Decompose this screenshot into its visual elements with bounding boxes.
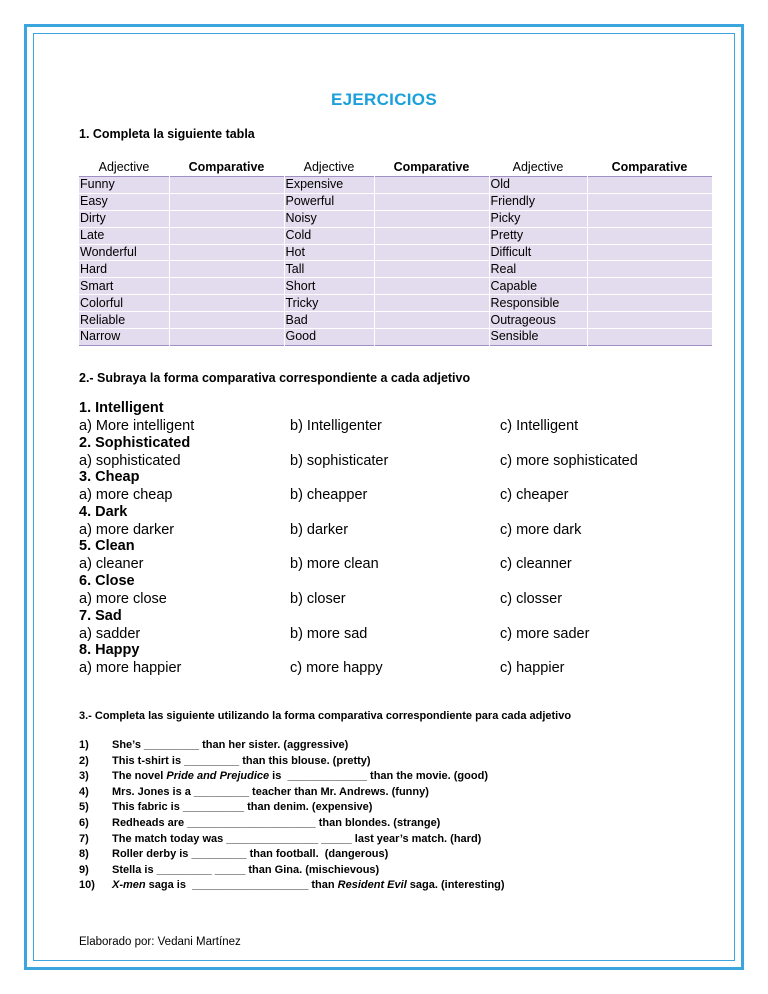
section-2-heading: 2.- Subraya la forma comparativa correspondiente a cada adjetivo: [79, 371, 471, 385]
comparative-answer-cell[interactable]: [169, 210, 284, 227]
sentence-number: 9): [79, 863, 89, 876]
comparative-answer-cell[interactable]: [374, 210, 489, 227]
adjective-table: [79, 158, 713, 346]
table-row: [79, 210, 712, 227]
table-header-row: [79, 158, 712, 177]
adjective-cell: Good: [285, 329, 317, 344]
question-title: 4. Dark: [79, 503, 128, 520]
option-a[interactable]: a) More intelligent: [79, 418, 195, 434]
question-title: 2. Sophisticated: [79, 434, 191, 451]
sentence-text: [112, 739, 348, 751]
sentence-text: [112, 786, 429, 798]
comparative-answer-cell[interactable]: [169, 227, 284, 244]
adjective-cell: Pretty: [490, 228, 524, 243]
option-c[interactable]: c) happier: [500, 660, 565, 677]
sentence-before: The novel: [112, 770, 167, 783]
adjective-cell: Cold: [285, 228, 312, 243]
comparative-answer-cell[interactable]: [169, 261, 284, 278]
header-comparative: Comparative: [188, 160, 265, 174]
adjective-cell: Tricky: [285, 295, 319, 310]
sentence-before: This fabric is __________ than denim. (expensive): [112, 801, 373, 814]
comparative-answer-cell[interactable]: [169, 177, 284, 194]
question-title: 6. Close: [79, 573, 135, 589]
option-b[interactable]: b) Intelligenter: [290, 418, 382, 434]
question-title: 8. Happy: [79, 642, 140, 659]
adjective-cell: Capable: [490, 278, 538, 293]
option-b[interactable]: b) sophisticater: [290, 452, 389, 469]
comparative-answer-cell[interactable]: [587, 295, 712, 312]
option-a[interactable]: a) cleaner: [79, 556, 144, 573]
adjective-cell: Tall: [285, 261, 305, 276]
option-b[interactable]: b) cheapper: [290, 487, 368, 504]
sentence-number: 6): [79, 817, 89, 829]
adjective-cell: Late: [80, 228, 105, 243]
option-a[interactable]: a) more cheap: [79, 487, 173, 504]
comparative-answer-cell[interactable]: [169, 329, 284, 346]
comparative-answer-cell[interactable]: [587, 227, 712, 244]
table-row: [79, 312, 712, 329]
table-row: [79, 261, 712, 278]
adjective-cell: Difficult: [490, 245, 532, 259]
header-comparative: Comparative: [611, 160, 688, 174]
comparative-answer-cell[interactable]: [587, 278, 712, 295]
table-row: [79, 193, 712, 210]
sentence-number: 5): [79, 801, 89, 814]
comparative-answer-cell[interactable]: [587, 177, 712, 194]
adjective-cell: Reliable: [80, 312, 126, 327]
adjective-cell: Hard: [80, 261, 108, 276]
option-c[interactable]: c) closser: [500, 591, 563, 607]
sentence-text: [112, 848, 388, 860]
comparative-answer-cell[interactable]: [587, 261, 712, 278]
sentence-text: [112, 833, 481, 845]
comparative-answer-cell[interactable]: [587, 312, 712, 329]
question-title: 1. Intelligent: [79, 400, 164, 416]
option-c[interactable]: c) cheaper: [500, 487, 569, 504]
sentence-before: This t-shirt is _________ than this blouse. (pretty): [112, 754, 371, 767]
sentence-number: 8): [79, 848, 89, 861]
adjective-cell: Powerful: [285, 194, 335, 209]
adjective-cell: Real: [490, 261, 517, 276]
option-a[interactable]: a) sophisticated: [79, 452, 181, 469]
sentence-before: Mrs. Jones is a _________ teacher than Mr. Andrews. (funny): [112, 785, 429, 798]
comparative-answer-cell[interactable]: [374, 177, 489, 194]
header-adjective: Adjective: [512, 160, 564, 174]
adjective-cell: Friendly: [490, 194, 535, 209]
comparative-answer-cell[interactable]: [374, 295, 489, 312]
sentence-number: 10): [79, 879, 95, 892]
comparative-answer-cell[interactable]: [374, 244, 489, 261]
comparative-answer-cell[interactable]: [587, 210, 712, 227]
adjective-cell: Bad: [285, 312, 308, 327]
comparative-answer-cell[interactable]: [374, 278, 489, 295]
question-title: 7. Sad: [79, 607, 122, 624]
question-title: 5. Clean: [79, 538, 135, 555]
header-comparative: Comparative: [393, 160, 470, 174]
option-a[interactable]: a) more close: [79, 591, 167, 607]
option-b[interactable]: b) more clean: [290, 556, 379, 573]
adjective-cell: Responsible: [490, 295, 560, 310]
adjective-cell: Narrow: [80, 329, 121, 344]
sentence-number: 7): [79, 832, 89, 845]
adjective-cell: Expensive: [285, 177, 344, 192]
sentence-number: 4): [79, 785, 89, 798]
sentence-number: 1): [79, 739, 89, 751]
comparative-answer-cell[interactable]: [374, 261, 489, 278]
sentence-before: Roller derby is _________ than football. (dangerous): [112, 848, 389, 861]
sentence-text: [112, 755, 371, 767]
adjective-cell: Noisy: [285, 211, 317, 226]
comparative-answer-cell[interactable]: [169, 244, 284, 261]
comparative-answer-cell[interactable]: [169, 295, 284, 312]
sentence-before: She’s _________ than her sister. (aggressive): [112, 739, 349, 751]
comparative-answer-cell[interactable]: [169, 278, 284, 295]
table-row: [79, 244, 712, 261]
table-row: [79, 278, 712, 295]
adjective-cell: Colorful: [80, 295, 124, 310]
sentence-before: The match today was _______________ _____ last year’s match. (hard): [112, 832, 482, 845]
option-b[interactable]: b) darker: [290, 521, 349, 538]
table-row: [79, 227, 712, 244]
adjective-cell: Outrageous: [490, 312, 556, 327]
adjective-cell: Wonderful: [80, 245, 137, 259]
comparative-answer-cell[interactable]: [374, 329, 489, 346]
header-adjective: Adjective: [303, 160, 355, 174]
adjective-cell: Dirty: [80, 211, 106, 226]
comparative-answer-cell[interactable]: [587, 193, 712, 210]
option-c[interactable]: c) more sader: [500, 625, 590, 642]
sentence-middle: saga is ___________________ than: [145, 879, 338, 892]
table-row: [79, 177, 712, 194]
adjective-cell: Short: [285, 278, 316, 293]
comparative-answer-cell[interactable]: [169, 193, 284, 210]
adjective-cell: Smart: [80, 278, 114, 293]
sentence-after: saga. (interesting): [406, 879, 505, 892]
adjective-cell: Easy: [80, 194, 108, 209]
option-c[interactable]: c) more dark: [500, 521, 582, 538]
page-title: EJERCICIOS: [331, 90, 437, 109]
option-c[interactable]: c) more sophisticated: [500, 452, 638, 469]
comparative-answer-cell[interactable]: [169, 312, 284, 329]
section-1-heading: 1. Completa la siguiente tabla: [79, 127, 255, 141]
sentence-middle: is _____________ than the movie. (good): [269, 770, 488, 783]
comparative-answer-cell[interactable]: [374, 227, 489, 244]
comparative-answer-cell[interactable]: [587, 244, 712, 261]
sentence-text: [112, 864, 379, 876]
option-c[interactable]: c) Intelligent: [500, 418, 579, 434]
option-b[interactable]: b) closer: [290, 591, 346, 607]
option-c[interactable]: c) cleanner: [500, 556, 572, 573]
comparative-answer-cell[interactable]: [587, 329, 712, 346]
header-adjective: Adjective: [98, 160, 150, 174]
sentence-text: [112, 879, 505, 891]
option-a[interactable]: a) more happier: [79, 660, 182, 677]
question-title: 3. Cheap: [79, 469, 140, 486]
option-a[interactable]: a) sadder: [79, 625, 141, 642]
sentence-before: Redheads are _____________________ than blondes. (strange): [112, 817, 441, 829]
table-body: [79, 177, 712, 346]
comparative-answer-cell[interactable]: [374, 193, 489, 210]
table-row: [79, 329, 712, 346]
comparative-answer-cell[interactable]: [374, 312, 489, 329]
section-3-heading: 3.- Completa las siguiente utilizando la forma comparativa correspondiente para cada adjetivo: [79, 710, 572, 722]
sentence-text: [112, 817, 440, 829]
adjective-cell: Hot: [285, 245, 305, 259]
sentence-before: Stella is _________ _____ than Gina. (mischievous): [112, 863, 380, 876]
sentence-text: [112, 770, 488, 782]
sentence-italic1: X-men: [112, 879, 146, 892]
option-b[interactable]: c) more happy: [290, 660, 383, 677]
sentence-number: 3): [79, 770, 89, 783]
sentence-italic1: Pride and Prejudice: [166, 770, 270, 783]
sentence-text: [112, 801, 372, 813]
sentence-number: 2): [79, 754, 89, 767]
footer-author: Elaborado por: Vedani Martínez: [79, 936, 241, 948]
adjective-cell: Sensible: [490, 329, 539, 344]
adjective-cell: Funny: [80, 177, 115, 192]
adjective-cell: Old: [490, 177, 510, 192]
option-b[interactable]: b) more sad: [290, 625, 368, 642]
sentence-italic2: Resident Evil: [337, 879, 407, 892]
table-row: [79, 295, 712, 312]
adjective-cell: Picky: [490, 211, 521, 226]
option-a[interactable]: a) more darker: [79, 521, 175, 538]
